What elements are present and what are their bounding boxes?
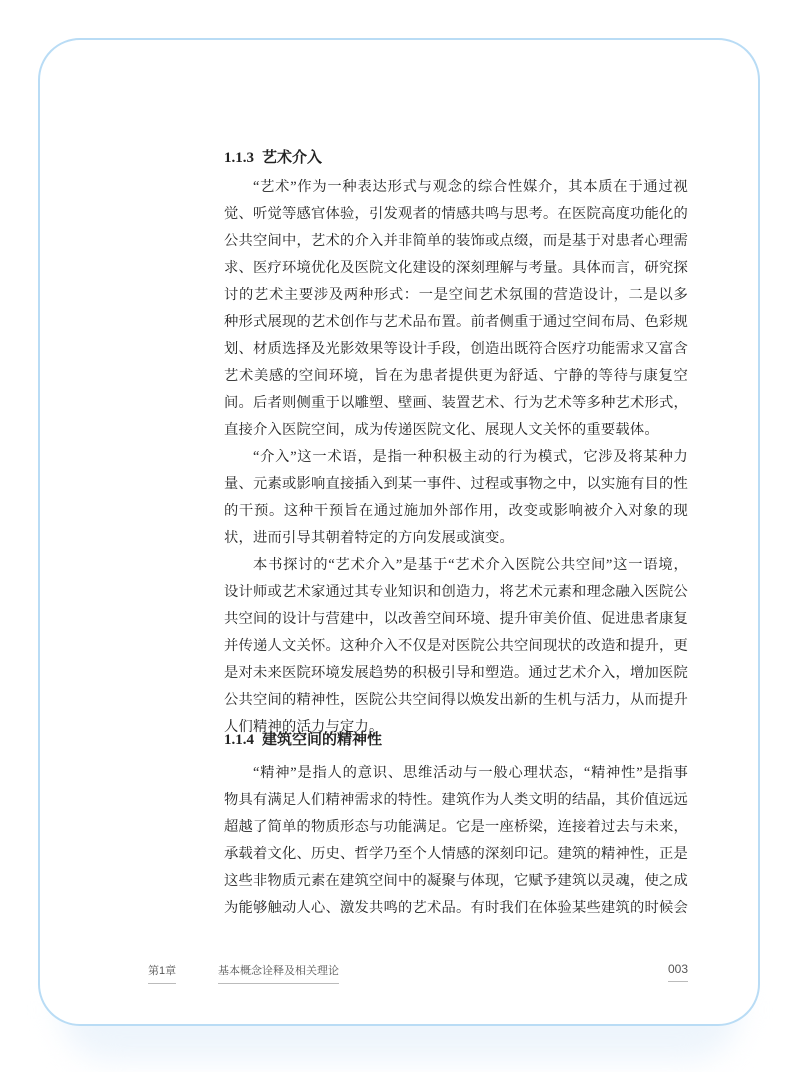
footer-page-number: 003 [668,962,688,982]
paragraph-line: 超越了简单的物质形态与功能满足。它是一座桥梁，连接着过去与未来， [224,819,688,835]
paragraph-line: 量、元素或影响直接插入到某一事件、过程或事物之中，以实施有目的性 [224,476,688,492]
paragraph-line: 状，进而引导其朝着特定的方向发展或演变。 [224,530,514,546]
paragraph-line: 人们精神的活力与定力。 [224,719,384,735]
paragraph-line: 划、材质选择及光影效果等设计手段，创造出既符合医疗功能需求又富含 [224,341,688,357]
paragraph-line: 共空间的设计与营建中，以改善空间环境、提升审美价值、促进患者康复 [224,611,688,627]
paragraph-line: “艺术”作为一种表达形式与观念的综合性媒介，其本质在于通过视 [253,179,688,195]
paragraph-line: 讨的艺术主要涉及两种形式：一是空间艺术氛围的营造设计，二是以多 [224,287,688,303]
paragraph-line: 并传递人文关怀。这种介入不仅是对医院公共空间现状的改造和提升，更 [224,638,688,654]
paragraph-line: 是对未来医院环境发展趋势的积极引导和塑造。通过艺术介入，增加医院 [224,665,688,681]
paragraph-line: 间。后者则侧重于以雕塑、壁画、装置艺术、行为艺术等多种艺术形式， [224,395,688,411]
paragraph-line: “介入”这一术语，是指一种积极主动的行为模式，它涉及将某种力 [253,449,688,465]
section-heading [224,146,322,167]
paragraph-line: 求、医疗环境优化及医院文化建设的深刻理解与考量。具体而言，研究探 [224,260,688,276]
paragraph-line: 的干预。这种干预旨在通过施加外部作用，改变或影响被介入对象的现 [224,503,688,519]
paragraph-line: 物具有满足人们精神需求的特性。建筑作为人类文明的结晶，其价值远远 [224,792,688,808]
section-heading [224,728,382,749]
paragraph-line: 本书探讨的“艺术介入”是基于“艺术介入医院公共空间”这一语境， [253,557,688,573]
paragraph-line: 艺术美感的空间环境，旨在为患者提供更为舒适、宁静的等待与康复空 [224,368,688,384]
section-title: 艺术介入 [262,150,323,166]
section-number: 1.1.3 [224,150,254,166]
footer-chapter: 第1章 [148,962,176,984]
paragraph-line: 直接介入医院空间，成为传递医院文化、展现人文关怀的重要载体。 [224,422,659,438]
footer-chapter-title: 基本概念诠释及相关理论 [218,962,339,984]
paragraph-line: 设计师或艺术家通过其专业知识和创造力，将艺术元素和理念融入医院公 [224,584,688,600]
paragraph-line: 种形式展现的艺术创作与艺术品布置。前者侧重于通过空间布局、色彩规 [224,314,688,330]
paragraph-line: 觉、听觉等感官体验，引发观者的情感共鸣与思考。在医院高度功能化的 [224,206,688,222]
paragraph-line: 这些非物质元素在建筑空间中的凝聚与体现，它赋予建筑以灵魂，使之成 [224,873,688,889]
section-title: 建筑空间的精神性 [262,732,383,748]
paragraph-line: 公共空间的精神性，医院公共空间得以焕发出新的生机与活力，从而提升 [224,692,688,708]
paragraph-line: 承载着文化、历史、哲学乃至个人情感的深刻印记。建筑的精神性，正是 [224,846,688,862]
paragraph-line: “精神”是指人的意识、思维活动与一般心理状态，“精神性”是指事 [253,765,688,781]
paragraph-line: 为能够触动人心、激发共鸣的艺术品。有时我们在体验某些建筑的时候会 [224,900,688,916]
paragraph-line: 公共空间中，艺术的介入并非简单的装饰或点缀，而是基于对患者心理需 [224,233,688,249]
section-number: 1.1.4 [224,732,254,748]
